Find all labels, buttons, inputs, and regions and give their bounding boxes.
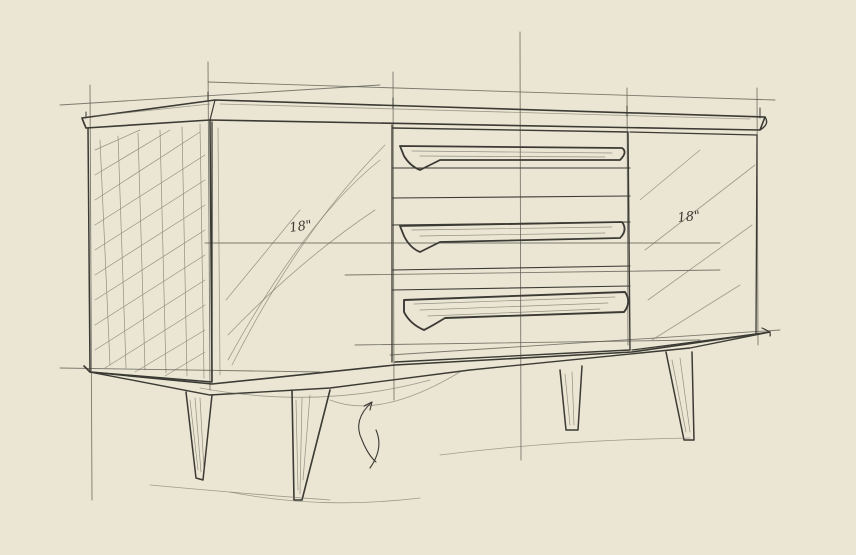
dimension-label-left: 18" [288, 217, 313, 236]
dimension-label-right: 18" [676, 208, 701, 226]
